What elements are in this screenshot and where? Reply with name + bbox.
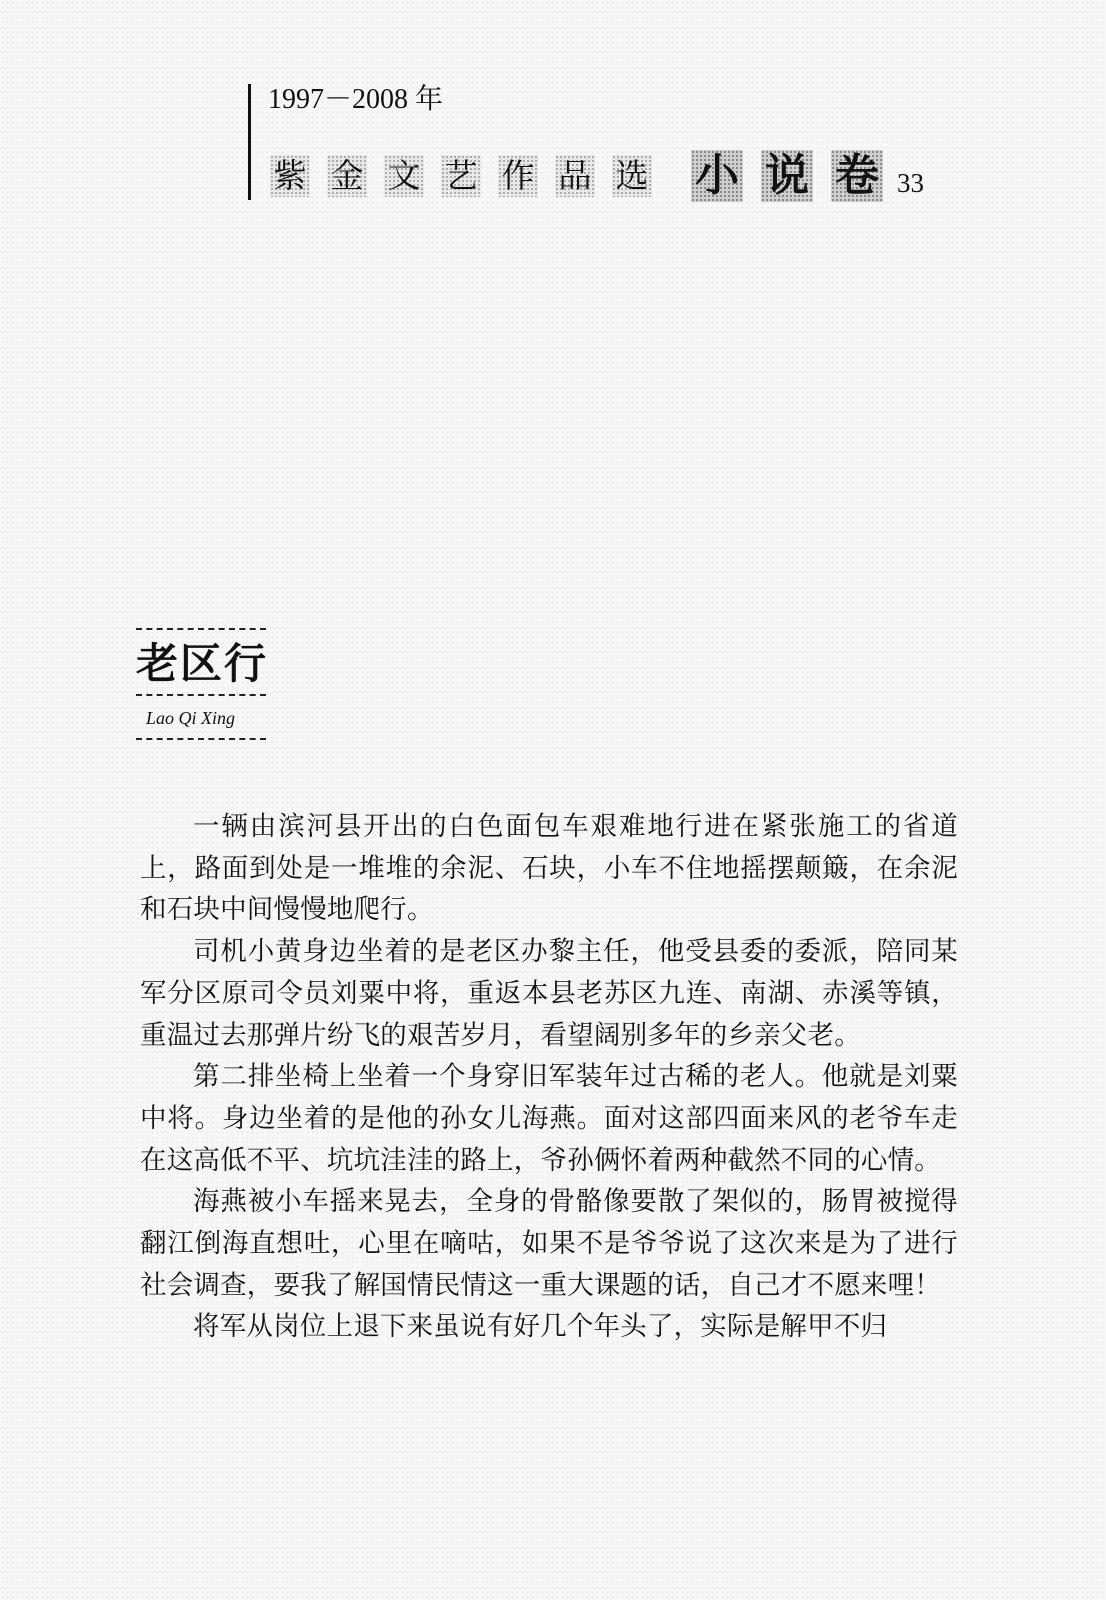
header-series-title (270, 150, 924, 202)
volume-title (691, 150, 901, 202)
paragraph: 一辆由滨河县开出的白色面包车艰难地行进在紧张施工的省道上，路面到处是一堆堆的余泥、石块，小车不住地摇摆颠簸，在余泥和石块中间慢慢地爬行。 (140, 811, 958, 926)
series-title-char: 紫 (270, 155, 310, 197)
header-year-range: 1997－2008 年 (268, 84, 444, 115)
paragraph: 海燕被小车摇来晃去，全身的骨骼像要散了架似的，肠胃被搅得翻江倒海直想吐，心里在嘀咕，如果不是爷爷说了这次来是为了进行社会调查，要我了解国情民情这一重大课题的话，自己才不愿来哩！ (140, 1186, 958, 1301)
series-title-char: 作 (498, 155, 538, 197)
paragraph: 将军从岗位上退下来虽说有好几个年头了，实际是解甲不归 (193, 1311, 888, 1343)
header-vertical-rule (248, 84, 251, 200)
volume-title-char: 卷 (831, 150, 883, 202)
story-title-pinyin: Lao Qi Xing (146, 708, 236, 728)
volume-title-char: 说 (761, 150, 813, 202)
paragraph: 司机小黄身边坐着的是老区办黎主任，他受县委的委派，陪同某军分区原司令员刘粟中将，重返本县老苏区九连、南湖、赤溪等镇，重温过去那弹片纷飞的艰苦岁月，看望阔别多年的乡亲父老。 (140, 936, 958, 1051)
series-title-char: 金 (327, 155, 367, 197)
story-body (140, 806, 958, 1348)
series-title-char: 选 (612, 155, 652, 197)
title-bottom-divider (136, 738, 266, 740)
series-title-char: 品 (555, 155, 595, 197)
page-number: 33 (897, 167, 924, 198)
volume-title-char: 小 (691, 150, 743, 202)
series-title-char: 文 (384, 155, 424, 197)
story-title: 老区行 (136, 639, 269, 688)
title-middle-divider (136, 694, 266, 696)
series-title-char: 艺 (441, 155, 481, 197)
title-top-divider (136, 628, 266, 630)
paragraph: 第二排坐椅上坐着一个身穿旧军装年过古稀的老人。他就是刘粟中将。身边坐着的是他的孙女儿海燕。面对这部四面来风的老爷车走在这高低不平、坑坑洼洼的路上，爷孙俩怀着两种截然不同的心情。 (140, 1061, 958, 1176)
